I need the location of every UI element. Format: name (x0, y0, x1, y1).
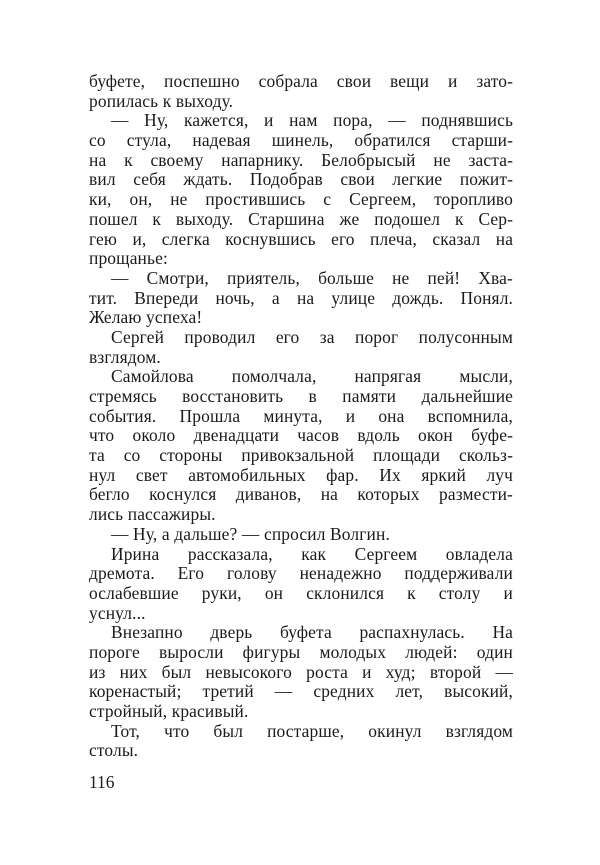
text-line: пороге выросли фигуры молодых людей: один (89, 641, 514, 662)
text-line: — Ну, кажется, и нам пора, — поднявшись (111, 110, 514, 131)
text-line: столы. (89, 740, 139, 761)
text-line: — Смотри, приятель, больше не пей! Хва- (111, 267, 513, 288)
text-line: вил себя ждать. Подобрав свои легкие пожит- (89, 169, 514, 190)
text-line: события. Прошла минута, и она вспомнила, (89, 405, 514, 426)
text-line: взглядом. (89, 346, 161, 367)
text-line: со стула, надевая шинель, обратился старши- (89, 130, 514, 151)
text-line: — Ну, а дальше? — спросил Волгин. (111, 523, 390, 544)
text-line: лись пассажиры. (89, 504, 216, 525)
text-line: Желаю успеха! (89, 307, 203, 328)
text-line: тит. Впереди ночь, а на улице дождь. Понял. (89, 287, 514, 308)
page-body-text (89, 72, 513, 761)
text-line: на к своему напарнику. Белобрысый не заста- (89, 149, 514, 170)
text-line: стремясь восстановить в памяти дальнейшие (89, 386, 514, 406)
text-line: что около двенадцати часов вдоль окон буфе- (89, 425, 514, 446)
text-line: ропилась к выходу. (89, 90, 234, 111)
text-line: стройный, красивый. (89, 701, 249, 721)
text-line: гею и, слегка коснувшись его плеча, сказал на (89, 228, 514, 249)
text-line: Тот, что был постарше, окинул взглядом (111, 720, 514, 741)
text-line: коренастый; третий — средних лет, высокий, (89, 681, 513, 702)
text-line: буфете, поспешно собрала свои вещи и зато- (89, 71, 514, 91)
text-line: уснул... (89, 602, 146, 623)
text-line: нул свет автомобильных фар. Их яркий луч (89, 464, 514, 485)
text-line: Самойлова помолчала, напрягая мысли, (111, 366, 513, 387)
text-line: бегло коснулся диванов, на которых размести- (89, 484, 513, 505)
text-line: та со стороны привокзальной площади скольз- (89, 445, 514, 466)
text-line: прощанье: (89, 248, 168, 269)
text-line: Сергей проводил его за порог полусонным (111, 326, 514, 347)
text-line: ослабевшие руки, он склонился к столу и (89, 582, 513, 603)
text-line: пошел к выходу. Старшина же подошел к Сер- (89, 208, 514, 229)
text-line: Ирина рассказала, как Сергеем овладела (111, 543, 513, 564)
text-line: из них был невысокого роста и худ; второй — (89, 661, 514, 682)
page-number: 116 (89, 772, 115, 792)
text-line: ки, он, не простившись с Сергеем, торопливо (89, 189, 513, 210)
text-line: дремота. Его голову ненадежно поддерживали (89, 563, 513, 584)
text-line: Внезапно дверь буфета распахнулась. На (111, 622, 514, 643)
